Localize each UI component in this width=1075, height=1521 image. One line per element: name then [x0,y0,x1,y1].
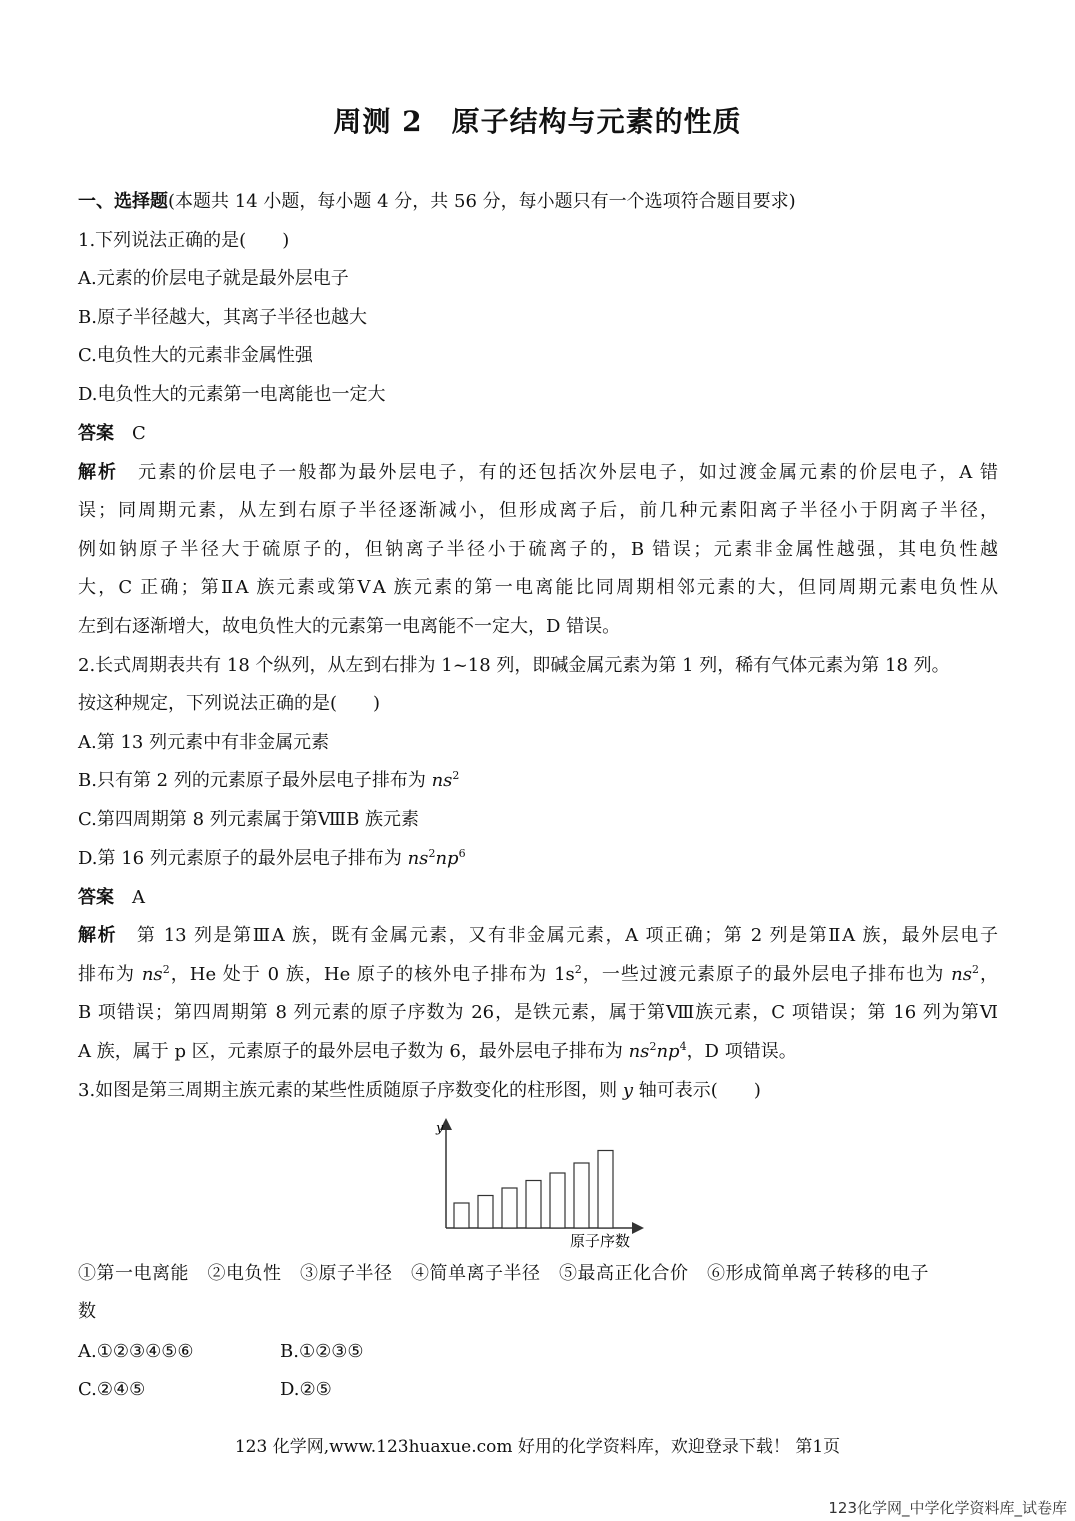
q2-a2-part1: 排布为 [78,964,142,985]
q2-a2-ns2: ns [951,964,972,985]
q2-stem-1: 2.长式周期表共有 18 个纵列，从左到右排为 1~18 列，即碱金属元素为第 1 列，稀有气体元素为第 18 列。 [78,655,950,676]
q2-a2-sup2: 2 [574,963,582,976]
q2-a2-sup3: 2 [971,963,979,976]
q1-option-b: B.原子半径越大，其离子半径也越大 [78,307,367,328]
q2-option-d-ns: ns [407,848,429,869]
q2-option-c: C.第四周期第 8 列元素属于第ⅧB 族元素 [78,809,420,830]
page-title: 周测 2 原子结构与元素的性质 [333,105,742,138]
answer-label: 答案 [78,887,114,908]
q1-analysis-text-1: 元素的价层电子一般都为最外层电子，有的还包括次外层电子，如过渡金属元素的价层电子，A 错 [138,462,999,483]
x-axis-label: 原子序数 [570,1232,631,1250]
q2-a2-ns: ns [141,964,163,985]
q2-a4-part2: ，D 项错误。 [686,1041,797,1062]
q2-a4-sup2: 4 [679,1040,687,1053]
bar-1 [454,1203,469,1228]
q1-analysis-line-3: 例如钠原子半径大于硫原子的，但钠离子半径小于硫离子的，B 错误；元素非金属性越强，其电负性越 [78,539,998,560]
bar-2 [478,1196,493,1229]
answer-value: C [132,423,146,444]
bar-7 [598,1151,613,1229]
bar-4 [526,1181,541,1229]
q2-a4-sup: 2 [649,1040,657,1053]
q3-items-line-1: ①第一电离能 ②电负性 ③原子半径 ④简单离子半径 ⑤最高正化合价 ⑥形成简单离子转移的电子 [78,1263,929,1284]
q2-analysis-line-1 [78,924,998,948]
bar-chart [430,1118,650,1256]
q1-analysis-line-5: 左到右逐渐增大，故电负性大的元素第一电离能不一定大，D 错误。 [78,616,621,637]
bar-3 [502,1188,517,1228]
q2-option-a: A.第 13 列元素中有非金属元素 [78,732,330,753]
q1-analysis-line-4: 大，C 正确；第ⅡA 族元素或第ⅤA 族元素的第一电离能比同周期相邻元素的大，但同周期元素电负性从 [78,577,998,598]
answer-label: 答案 [78,423,114,444]
q2-option-d-text: D.第 16 列元素原子的最外层电子排布为 [78,848,408,869]
q1-option-a: A.元素的价层电子就是最外层电子 [78,268,349,289]
watermark: 123化学网_中学化学资料库_试卷库 [828,1499,1067,1517]
q2-a4-part1: A 族，属于 p 区，元素原子的最外层电子数为 6，最外层电子排布为 [78,1041,629,1062]
y-axis-label: y [436,1121,444,1136]
q2-option-b [78,769,459,793]
analysis-label: 解析 [78,925,118,946]
bar-6 [574,1163,589,1228]
page-footer: 123 化学网,www.123huaxue.com 好用的化学资料库，欢迎登录下载！ 第1页 [234,1437,841,1457]
q3-stem-part2: 轴可表示( ) [633,1080,761,1101]
q1-option-d: D.电负性大的元素第一电离能也一定大 [78,384,386,405]
q1-analysis-line-2: 误；同周期元素，从左到右原子半径逐渐减小，但形成离子后，前几种元素阳离子半径小于阴离子半径， [78,500,998,521]
q2-option-d-sup2: 6 [458,847,466,860]
q2-analysis-line-2 [78,963,998,987]
q2-analysis-line-3: B 项错误；第四周期第 8 列元素的原子序数为 26，是铁元素，属于第Ⅷ族元素，C 项错误；第 16 列为第Ⅵ [78,1002,998,1023]
q1-option-c: C.电负性大的元素非金属性强 [78,345,313,366]
q2-option-d-sup1: 2 [428,847,436,860]
bar-5 [550,1173,565,1228]
q3-option-c: C.②④⑤ [78,1379,146,1400]
q2-option-b-ns: ns [431,770,453,791]
q2-option-d [78,847,466,871]
q1-stem: 1.下列说法正确的是( ) [78,230,290,251]
q2-option-b-text: B.只有第 2 列的元素原子最外层电子排布为 [78,770,432,791]
analysis-label: 解析 [78,462,119,483]
q1-answer [78,422,146,446]
answer-value: A [132,887,145,908]
q2-a2-part4: ， [978,964,998,985]
q3-option-d: D.②⑤ [280,1379,332,1400]
q2-a4-np: np [656,1041,680,1062]
q3-stem [78,1079,761,1103]
q2-analysis-text-1: 第 13 列是第ⅢA 族，既有金属元素，又有非金属元素，A 项正确；第 2 列是第ⅡA 族，最外层电子 [136,925,999,946]
section-label: 一、选择题 [78,191,168,212]
q2-a2-sup: 2 [162,963,170,976]
q2-answer [78,886,145,910]
q2-stem-2: 按这种规定，下列说法正确的是( ) [78,693,381,714]
q3-stem-part1: 3.如图是第三周期主族元素的某些性质随原子序数变化的柱形图，则 [78,1080,623,1101]
q2-option-d-np: np [435,848,459,869]
section-desc: (本题共 14 小题，每小题 4 分，共 56 分，每小题只有一个选项符合题目要求) [168,191,796,212]
q2-a4-ns: ns [628,1041,650,1062]
q3-stem-y: y [622,1080,634,1101]
q2-a2-part3: ，一些过渡元素原子的最外层电子排布也为 [581,964,952,985]
section-header [78,190,796,214]
q3-option-b: B.①②③⑤ [280,1341,364,1362]
q1-analysis-line-1 [78,461,998,485]
q3-option-a: A.①②③④⑤⑥ [78,1341,194,1362]
q2-analysis-line-4 [78,1040,797,1064]
q2-option-b-sup: 2 [452,769,460,782]
q3-items-line-2: 数 [78,1301,96,1322]
q2-a2-part2: ，He 处于 0 族，He 原子的核外电子排布为 1s [169,964,575,985]
